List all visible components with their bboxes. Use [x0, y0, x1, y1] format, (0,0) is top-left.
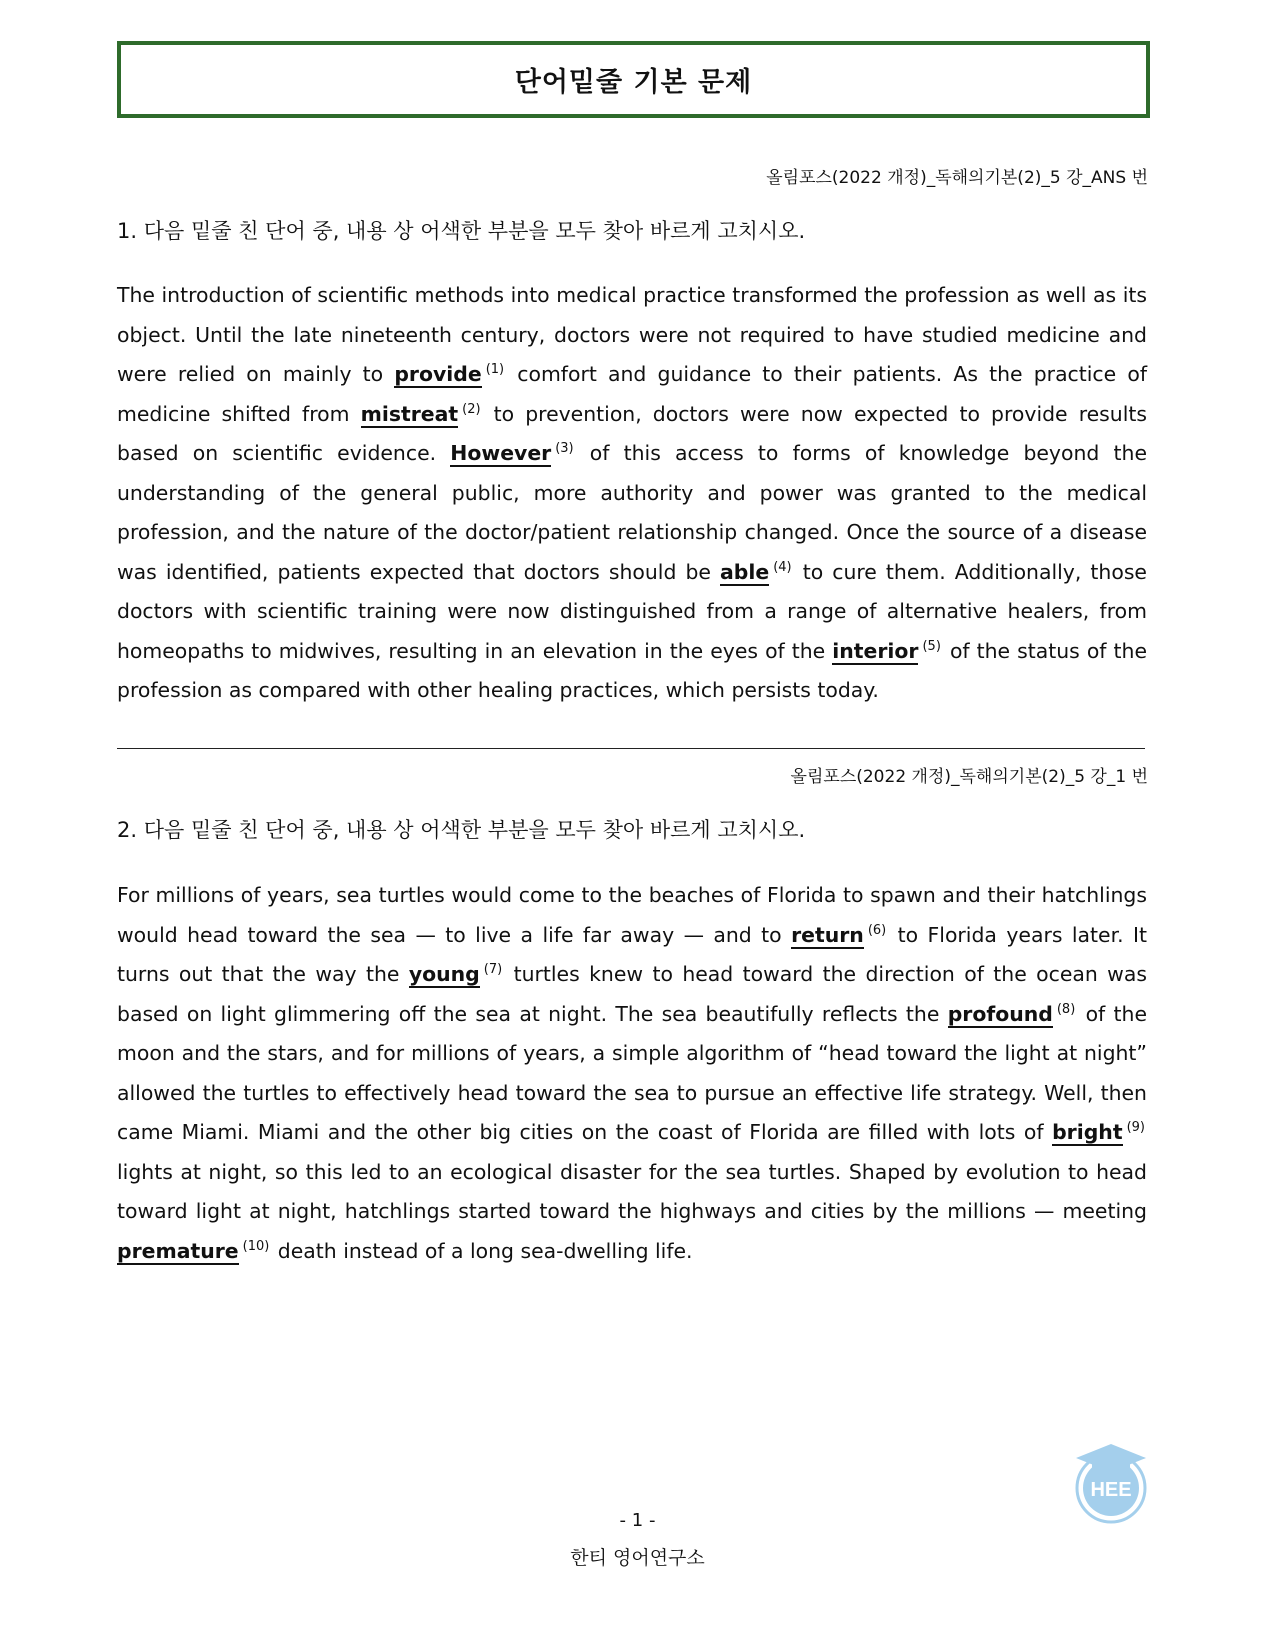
underline-number: (10) — [242, 1238, 270, 1254]
underline-number: (5) — [922, 638, 941, 654]
question-2-prompt: 2. 다음 밑줄 친 단어 중, 내용 상 어색한 부분을 모두 찾아 바르게 고치시오. — [117, 818, 806, 842]
question-1-passage — [117, 276, 1147, 711]
underline-number: (7) — [483, 962, 503, 978]
underlined-word: mistreat — [360, 401, 459, 426]
passage-text: of the status of the profession as compared with other healing practices, which persists today. — [117, 638, 1147, 702]
question-1-source: 올림포스(2022 개정)_독해의기본(2)_5 강_ANS 번 — [766, 168, 1148, 188]
underlined-word: able — [720, 559, 770, 584]
passage-text: to Florida years later. It turns out that the way the — [117, 922, 1147, 986]
page-number: - 1 - — [619, 1510, 656, 1531]
underlined-word: premature — [117, 1238, 239, 1263]
title-box — [117, 41, 1150, 118]
underline-number: (3) — [555, 441, 574, 457]
underline-number: (6) — [867, 922, 887, 938]
question-2-source: 올림포스(2022 개정)_독해의기본(2)_5 강_1 번 — [790, 767, 1148, 787]
logo-text: HEE — [1090, 1479, 1132, 1501]
underlined-word: young — [408, 962, 480, 986]
passage-text: turtles knew to head toward the direction of the ocean was based on light glimmering off the sea at night. The sea beautifully reflects the — [117, 962, 1147, 1026]
passage-text: to cure them. Additionally, those doctors with scientific training were now distinguished from a range of alternative healers, from homeopaths to midwives, resulting in an elevation in the eyes of the — [117, 559, 1147, 663]
footer-organization: 한티 영어연구소 — [570, 1547, 705, 1569]
underlined-word: return — [791, 922, 864, 947]
passage-text: lights at night, so this led to an ecological disaster for the sea turtles. Shaped by evolution to head toward light at night, hatchlings started toward the highways and cities by the millions — meeting — [117, 1159, 1147, 1223]
question-2-passage — [117, 876, 1147, 1271]
passage-text: to prevention, doctors were now expected to provide results based on scientific evidence. — [117, 401, 1147, 465]
underline-number: (4) — [773, 559, 792, 575]
underline-number: (2) — [462, 401, 481, 417]
passage-text: of this access to forms of knowledge beyond the understanding of the general public, more authority and power was granted to the medical profession, and the nature of the doctor/patient relationship changed. Once the source of a disease was identified, patients expected that doctors should be — [117, 441, 1147, 584]
underline-number: (9) — [1126, 1120, 1145, 1136]
passage-text: comfort and guidance to their patients. As the practice of medicine shifted from — [117, 362, 1147, 426]
passage-text: For millions of years, sea turtles would come to the beaches of Florida to spawn and their hatchlings would head toward the sea — to live a life far away — and to — [117, 883, 1147, 947]
divider-line — [117, 748, 1145, 749]
underline-number: (1) — [485, 362, 505, 378]
underlined-word: provide — [394, 362, 482, 386]
underlined-word: However — [450, 441, 552, 465]
passage-text: death instead of a long sea-dwelling life. — [271, 1238, 693, 1263]
passage-text: of the moon and the stars, and for millions of years, a simple algorithm of “head toward the light at night” allowed the turtles to effectively head toward the sea to pursue an effective life strategy. Well, then came Miami. Miami and the other big cities on the coast of Florida are filled with lots of — [117, 1001, 1147, 1144]
underlined-word: interior — [832, 638, 919, 663]
underlined-word: profound — [947, 1001, 1053, 1026]
underline-number: (8) — [1056, 1001, 1076, 1017]
underlined-word: bright — [1052, 1120, 1123, 1144]
passage-text: The introduction of scientific methods into medical practice transformed the profession as well as its object. Until the late nineteenth century, doctors were not required to have studied medicine and were relied on mainly to — [117, 283, 1147, 386]
page-title: 단어밑줄 기본 문제 — [514, 67, 753, 98]
question-1-prompt: 1. 다음 밑줄 친 단어 중, 내용 상 어색한 부분을 모두 찾아 바르게 고치시오. — [117, 219, 806, 243]
